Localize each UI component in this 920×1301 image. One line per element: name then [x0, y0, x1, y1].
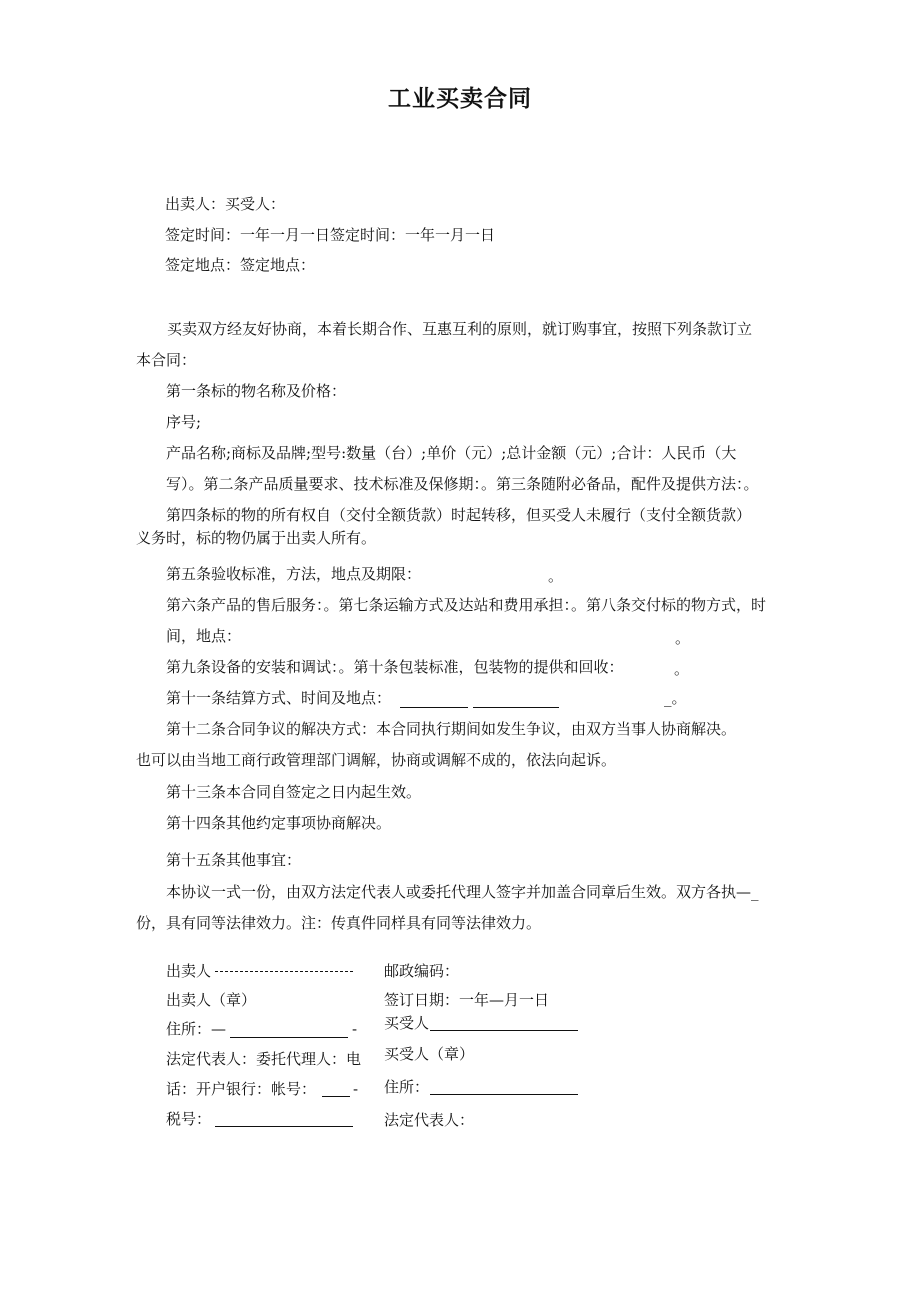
clause-6-line-1: 第六条产品的售后服务：。第七条运输方式及达站和费用承担：。第八条交付标的物方式，时	[166, 596, 767, 614]
buyer-signature-line	[430, 1030, 578, 1031]
document-title: 工业买卖合同	[388, 86, 532, 112]
buyer-address-label: 住所：	[384, 1078, 430, 1096]
agreement-line-1: 本协议一式一份，由双方法定代表人或委托代理人签字并加盖合同章后生效。双方各执—_	[166, 883, 759, 901]
seller-bank-end: -	[353, 1080, 359, 1098]
clause-5: 第五条验收标准，方法，地点及期限：	[166, 565, 422, 583]
seller-account-line	[322, 1096, 350, 1097]
seller-representative-label: 法定代表人：委托代理人：电	[166, 1050, 362, 1068]
postal-code-label: 邮政编码：	[384, 962, 460, 980]
sign-date-label: 签订日期：一年—月一日	[384, 991, 550, 1009]
agreement-line-2: 份，具有同等法律效力。注：传真件同样具有同等法律效力。	[136, 914, 542, 932]
seller-tax-label: 税号：	[166, 1110, 212, 1128]
clause-11-blank-2	[473, 707, 559, 708]
sign-place-line: 签定地点：签定地点：	[165, 256, 316, 274]
clause-9: 第九条设备的安装和调试：。第十条包装标准，包装物的提供和回收：	[166, 658, 624, 676]
seller-tax-line	[215, 1126, 353, 1127]
seller-address-label: 住所：—	[166, 1020, 227, 1038]
clause-1: 第一条标的物名称及价格：	[166, 382, 347, 400]
clause-6-line-2: 间，地点：	[166, 627, 242, 645]
seller-bank-label: 话：开户银行：帐号：	[166, 1080, 317, 1098]
seller-signature-label: 出卖人	[166, 962, 212, 980]
clause-4-line-1: 第四条标的物的所有权自（交付全额货款）时起转移，但买受人未履行（支付全额货款）	[166, 506, 752, 524]
sign-time-line: 签定时间：一年一月一日签定时间：一年一月一日	[165, 226, 496, 244]
buyer-signature-label: 买受人	[384, 1014, 430, 1032]
clause-12-line-1: 第十二条合同争议的解决方式：本合同执行期间如发生争议，由双方当事人协商解决。	[166, 720, 737, 738]
buyer-address-line	[430, 1094, 578, 1095]
clause-4-line-2: 义务时，标的物仍属于出卖人所有。	[136, 529, 377, 547]
seller-seal-label: 出卖人（章）	[166, 991, 257, 1009]
clause-6-end: 。	[675, 629, 691, 647]
intro-line-2: 本合同：	[136, 351, 197, 369]
clause-11: 第十一条结算方式、时间及地点：	[166, 689, 392, 707]
clause-9-end: 。	[674, 660, 690, 678]
clause-14: 第十四条其他约定事项协商解决。	[166, 814, 392, 832]
products-line-1: 产品名称;商标及品牌;型号:数量（台）;单价（元）;总计金额（元）;合计：人民币（大	[166, 444, 737, 462]
intro-line-1: 买卖双方经友好协商，本着长期合作、互惠互利的原则，就订购事宜，按照下列条款订立	[167, 320, 753, 338]
clause-12-line-2: 也可以由当地工商行政管理部门调解，协商或调解不成的，依法向起诉。	[136, 751, 617, 769]
seller-address-line	[230, 1037, 348, 1038]
buyer-representative-label: 法定代表人：	[384, 1111, 475, 1129]
buyer-seal-label: 买受人（章）	[384, 1045, 475, 1063]
clause-5-end: 。	[548, 567, 564, 585]
clause-11-end: _。	[664, 689, 687, 707]
parties-line: 出卖人：买受人：	[165, 195, 286, 213]
seller-signature-line	[215, 971, 353, 972]
products-line-2: 写）。第二条产品质量要求、技术标准及保修期：。第三条随附必备品，配件及提供方法：。	[166, 475, 759, 493]
clause-11-blank-1	[400, 707, 468, 708]
clause-15: 第十五条其他事宜：	[166, 851, 302, 869]
sequence-label: 序号;	[166, 413, 202, 431]
seller-address-end: -	[352, 1020, 358, 1038]
clause-13: 第十三条本合同自签定之日内起生效。	[166, 783, 422, 801]
